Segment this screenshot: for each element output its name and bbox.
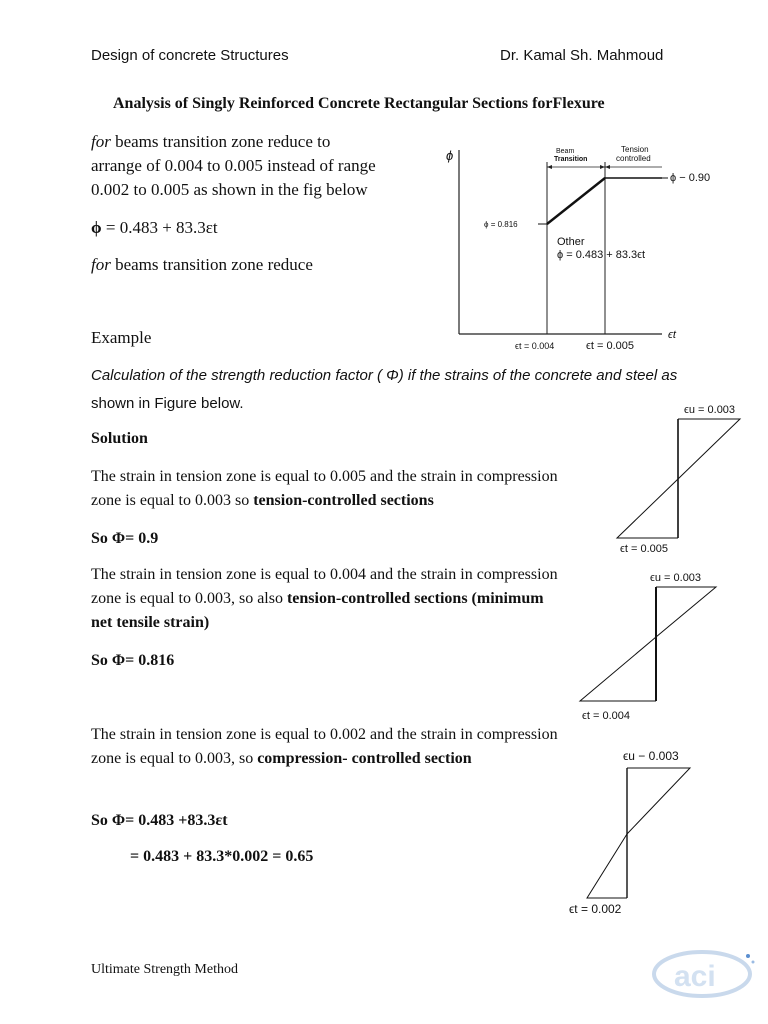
strain-3-top-label: ϵu − 0.003 — [623, 749, 679, 763]
intro-line-3: 0.002 to 0.005 as shown in the fig below — [91, 180, 368, 199]
beam-label: Beam — [556, 148, 575, 155]
header-left: Design of concrete Structures — [91, 47, 289, 64]
phi-090-label: ϕ − 0.90 — [670, 172, 711, 184]
example-caption-italic: Calculation of the strength reduction factor ( Φ) if the strains of the concrete and steel as — [91, 367, 678, 384]
other-label: Other — [557, 236, 585, 248]
strain-2-tension-block — [580, 637, 656, 701]
footer-text: Ultimate Strength Method — [91, 962, 238, 977]
intro-line-5-rest: beams transition zone reduce — [110, 255, 313, 274]
strain-diagram-3 — [565, 742, 745, 922]
transition-label: Transition — [554, 156, 588, 163]
phi-0816-label: ϕ = 0.816 — [484, 220, 518, 229]
chart-x-symbol: ϵt — [668, 329, 676, 341]
intro-line-5 — [91, 253, 313, 278]
case-2-text: The strain in tension zone is equal to 0.004 and the strain in compression zone is equal to 0.003, so also — [91, 566, 558, 607]
page-title: Analysis of Singly Reinforced Concrete Rectangular Sections forFlexure — [113, 95, 605, 112]
strain-2-bottom-label: ϵt = 0.004 — [582, 710, 630, 722]
strain-1-bottom-label: ϵt = 0.005 — [620, 543, 668, 555]
other-formula-label: ϕ = 0.483 + 83.3ϵt — [557, 249, 646, 261]
intro-line-1-rest: beams transition zone reduce to — [110, 132, 331, 151]
strain-3-bottom-label: ϵt = 0.002 — [569, 902, 622, 916]
strain-1-compression-block — [678, 419, 740, 479]
phi-formula — [91, 216, 218, 241]
transition-curve — [547, 178, 605, 224]
x-tick-0004: ϵt = 0.004 — [515, 341, 555, 351]
case-1-result: So Φ= 0.9 — [91, 530, 159, 547]
chart-y-symbol: ϕ — [446, 148, 454, 163]
phi-formula-rest: = 0.483 + 83.3εt — [101, 218, 218, 237]
strain-2-top-label: ϵu = 0.003 — [650, 572, 702, 584]
example-heading: Example — [91, 328, 152, 347]
case-3-result: So Φ= 0.483 +83.3εt — [91, 812, 228, 829]
case-3-calculation: = 0.483 + 83.3*0.002 = 0.65 — [130, 848, 314, 865]
controlled-label: controlled — [616, 154, 651, 163]
x-tick-0005: ϵt = 0.005 — [586, 340, 634, 352]
strain-diagram-1 — [600, 398, 760, 560]
case-1-paragraph — [91, 465, 576, 513]
case-2-bold: tension-controlled sections (minimum net tensile strain) — [91, 590, 544, 631]
case-3-text: The strain in tension zone is equal to 0.002 and the strain in compression zone is equal to 0.003, so — [91, 726, 558, 767]
tension-label: Tension — [621, 145, 649, 154]
case-1-text: The strain in tension zone is equal to 0.005 and the strain in compression zone is equal to 0.003 so — [91, 468, 558, 509]
aci-logo-text: aci — [674, 960, 716, 993]
example-caption — [91, 362, 681, 418]
strain-diagram-2 — [570, 565, 750, 725]
aci-logo — [650, 944, 760, 1000]
case-3-paragraph — [91, 723, 561, 771]
strain-3-compression-block — [627, 768, 690, 834]
intro-line-1 — [91, 130, 330, 155]
solution-heading: Solution — [91, 430, 148, 447]
strain-3-tension-block — [587, 834, 627, 898]
case-3-bold: compression- controlled section — [257, 750, 472, 767]
strain-1-top-label: ϵu = 0.003 — [684, 404, 736, 416]
intro-line-2: arrange of 0.004 to 0.005 instead of range — [91, 156, 376, 175]
case-2-result: So Φ= 0.816 — [91, 652, 175, 669]
phi-symbol: ϕ — [91, 218, 102, 237]
intro-for-word: for — [91, 132, 111, 151]
intro-for-word-2: for — [91, 255, 111, 274]
header-right: Dr. Kamal Sh. Mahmoud — [500, 47, 664, 64]
strain-2-compression-block — [656, 587, 716, 637]
example-caption-normal: shown in Figure below. — [91, 395, 244, 412]
case-2-paragraph — [91, 563, 561, 635]
phi-strain-chart — [440, 128, 740, 358]
case-1-bold: tension-controlled sections — [253, 492, 434, 509]
strain-1-tension-block — [617, 479, 678, 538]
